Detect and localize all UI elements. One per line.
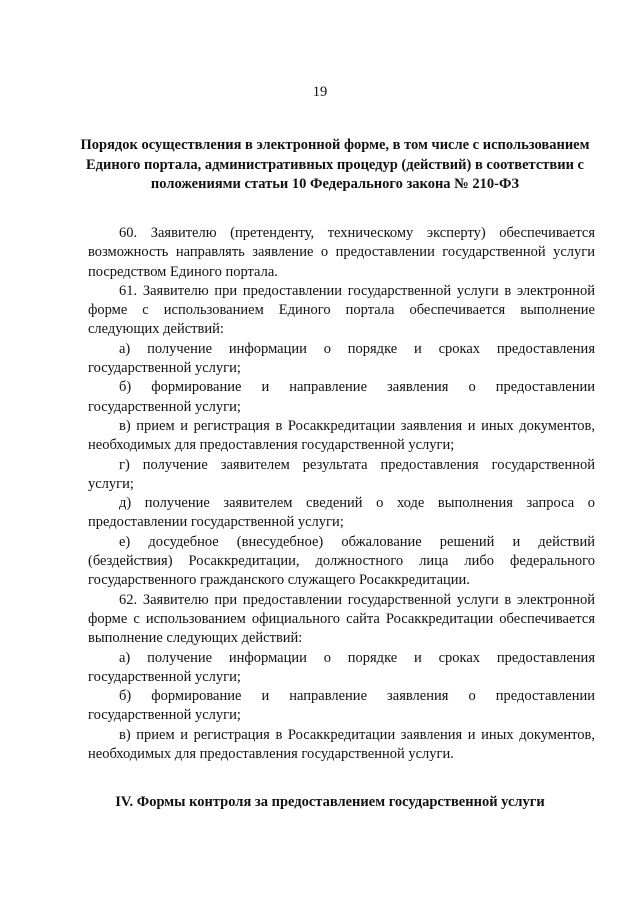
body-text <box>88 224 595 764</box>
paragraph-60: 60. Заявителю (претенденту, техническому эксперту) обеспечивается возможность направлять заявление о предоставлении государственной услуги посредством Единого портала. <box>88 225 595 280</box>
list-item-62-a: а) получение информации о порядке и сроках предоставления государственной услуги; <box>88 649 595 685</box>
section-heading-iv: IV. Формы контроля за предоставлением государственной услуги <box>115 794 545 810</box>
list-item-61-a: а) получение информации о порядке и сроках предоставления государственной услуги; <box>88 340 595 377</box>
list-item-61-g: г) получение заявителем результата предоставления государственной услуги; <box>88 456 595 492</box>
list-item-61-b: б) формирование и направление заявления о предоставлении государственной услуги; <box>88 379 595 415</box>
list-item-62-b: б) формирование и направление заявления о предоставлении государственной услуги; <box>88 688 595 724</box>
list-item-61-v: в) прием и регистрация в Росаккредитации заявления и иных документов, необходимых для предоставления государственной услуги; <box>88 417 595 454</box>
list-item-62-v: в) прием и регистрация в Росаккредитации заявления и иных документов, необходимых для предоставления государственной услуги. <box>88 726 595 763</box>
paragraph-62: 62. Заявителю при предоставлении государственной услуги в электронной форме с использованием официального сайта Росаккредитации обеспечивается выполнение следующих действий: <box>88 591 595 647</box>
paragraph-61: 61. Заявителю при предоставлении государственной услуги в электронной форме с использованием Единого портала обеспечивается выполнение следующих действий: <box>88 282 595 338</box>
page-number: 19 <box>312 84 328 100</box>
list-item-61-d: д) получение заявителем сведений о ходе выполнения запроса о предоставлении государственной услуги; <box>88 495 595 531</box>
section-title: Порядок осуществления в электронной форме, в том числе с использованием Единого портала, административных процедур (действий) в соответствии с положениями статьи 10 Федерального закона № 210-ФЗ <box>80 137 590 192</box>
list-item-61-e: е) досудебное (внесудебное) обжалование решений и действий (бездействия) Росаккредитации, должностного лица либо федерального государственного гражданского служащего Росаккредитации. <box>88 533 595 589</box>
